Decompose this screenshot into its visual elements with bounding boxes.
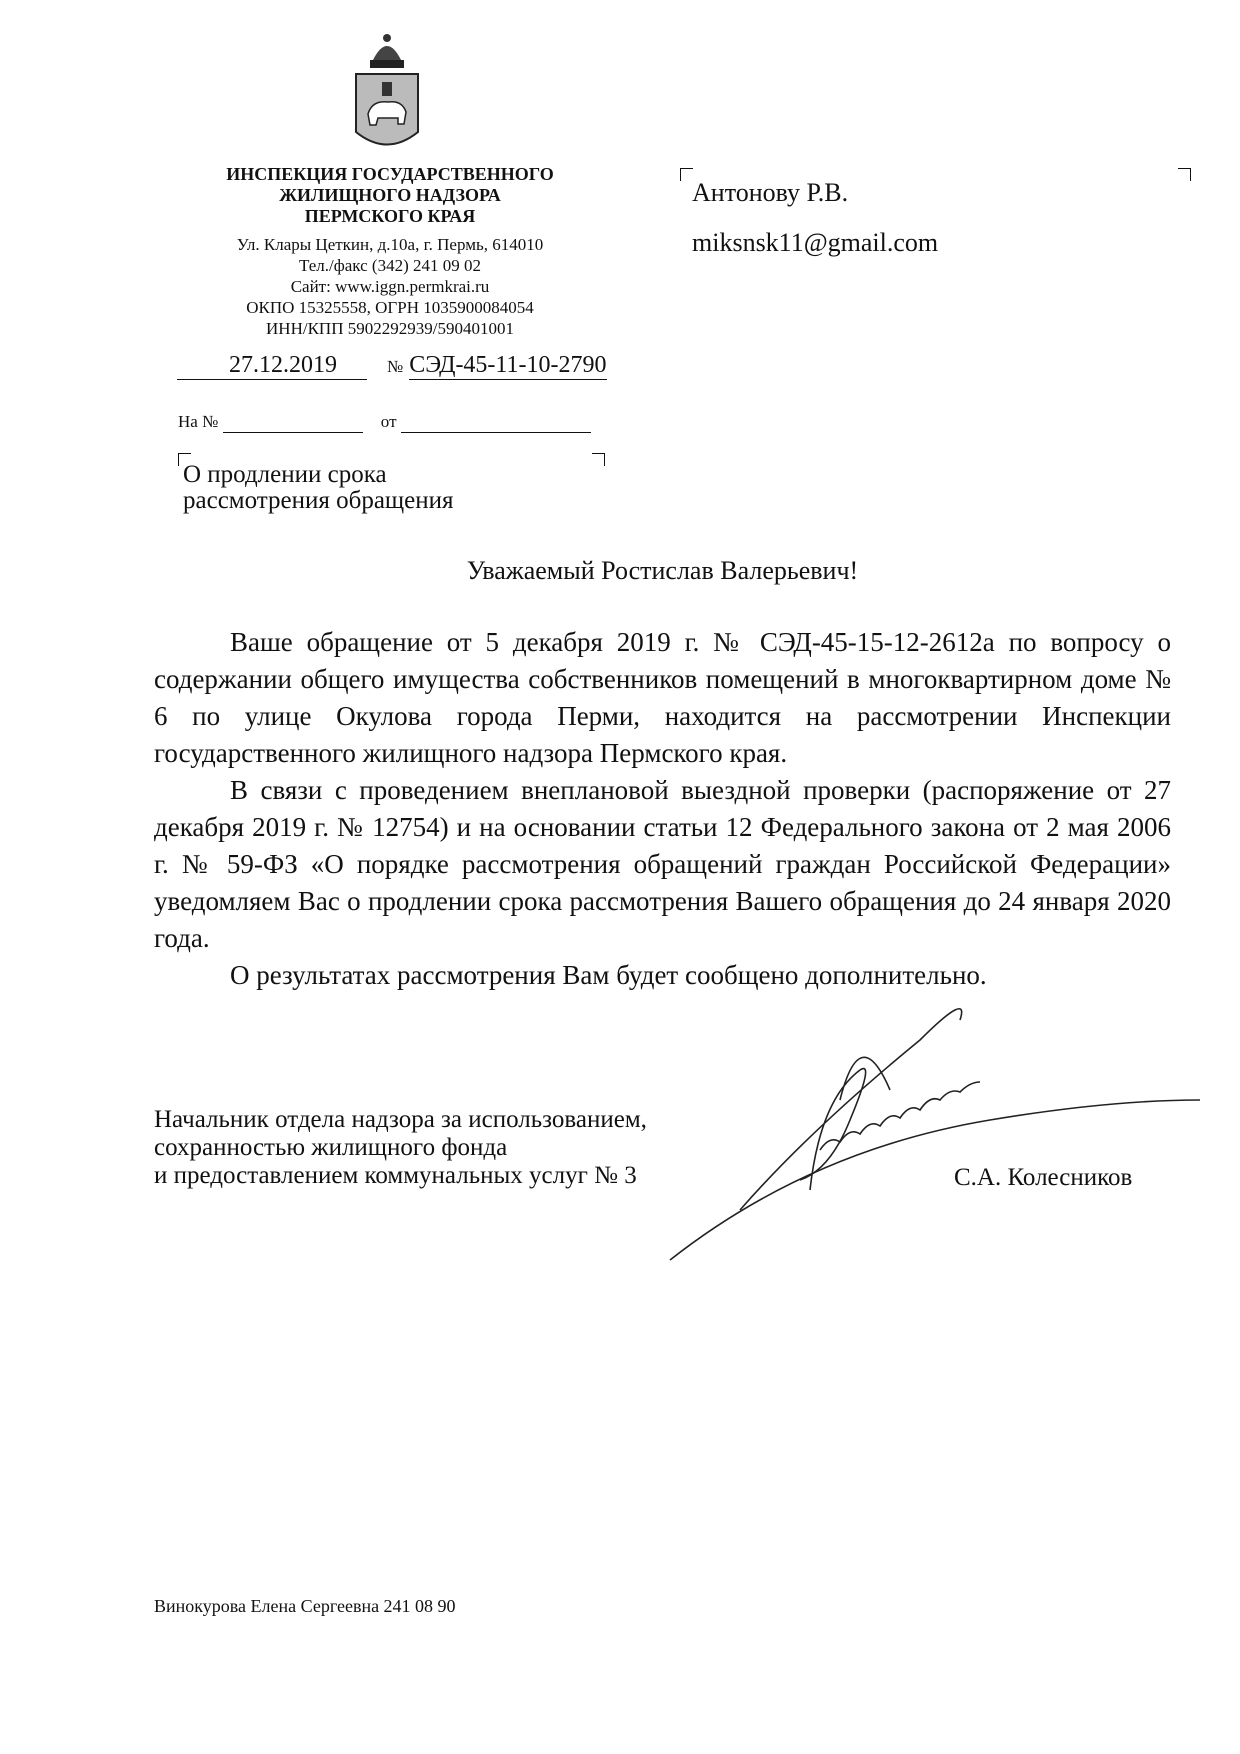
subject [183, 462, 454, 514]
letter-body [154, 624, 1171, 994]
ref-number-label: На № [178, 412, 219, 431]
org-address: Ул. Клары Цеткин, д.10а, г. Пермь, 614010 [236, 235, 544, 254]
position-line: и предоставлением коммунальных услуг № 3 [154, 1162, 637, 1189]
subject-line: О продлении срока [183, 461, 387, 488]
org-inn: ИНН/КПП 5902292939/590401001 [266, 319, 514, 338]
handwritten-signature [660, 980, 1220, 1270]
letter-number: СЭД-45-11-10-2790 [409, 352, 607, 378]
reference-line [178, 412, 591, 433]
body-paragraph: О результатах рассмотрения Вам будет сообщено дополнительно. [230, 960, 987, 990]
org-okpo: ОКПО 15325558, ОГРН 1035900084054 [246, 298, 534, 317]
signer-name: С.А. Колесников [954, 1164, 1133, 1191]
recipient [692, 168, 938, 268]
org-phone: Тел./факс (342) 241 09 02 [298, 256, 481, 275]
recipient-email: miksnsk11@gmail.com [692, 228, 939, 257]
org-line: ИНСПЕКЦИЯ ГОСУДАРСТВЕННОГО [226, 164, 554, 184]
recipient-name: Антонову Р.В. [692, 178, 849, 207]
registration-line [177, 352, 607, 380]
signer-position [154, 1106, 647, 1190]
organization-details [150, 234, 630, 339]
org-line: ЖИЛИЩНОГО НАДЗОРА [279, 185, 501, 205]
letter-date: 27.12.2019 [229, 352, 337, 378]
salutation: Уважаемый Ростислав Валерьевич! [466, 556, 859, 585]
subject-line: рассмотрения обращения [183, 487, 454, 514]
executor-contact: Винокурова Елена Сергеевна 241 08 90 [154, 1596, 456, 1616]
position-line: Начальник отдела надзора за использованием, [154, 1106, 647, 1133]
recipient-corner-right [1178, 168, 1191, 181]
coat-of-arms-emblem [352, 32, 422, 154]
org-site: Сайт: www.iggn.permkrai.ru [290, 277, 490, 296]
organization-name [150, 164, 630, 227]
ref-from-label: от [380, 412, 397, 431]
position-line: сохранностью жилищного фонда [154, 1134, 508, 1161]
subject-corner-right [592, 453, 605, 466]
body-paragraph: В связи с проведением внеплановой выездной проверки (распоряжение от 27 декабря 2019 г. № 12754) и на основании статьи 12 Федерального закона от 2 мая 2006 г. № 59-ФЗ «О порядке рассмотрения обращений граждан Российской Федерации» уведомляем Вас о продлении срока рассмотрения Вашего обращения до 24 января 2020 года. [154, 775, 1171, 953]
number-sign: № [387, 357, 404, 376]
org-line: ПЕРМСКОГО КРАЯ [304, 206, 476, 226]
body-paragraph: Ваше обращение от 5 декабря 2019 г. № СЭД-45-15-12-2612а по вопросу о содержании общего имущества собственников помещений в многоквартирном доме № 6 по улице Окулова города Перми, находится на рассмотрении Инспекции государственного жилищного надзора Пермского края. [154, 627, 1171, 768]
